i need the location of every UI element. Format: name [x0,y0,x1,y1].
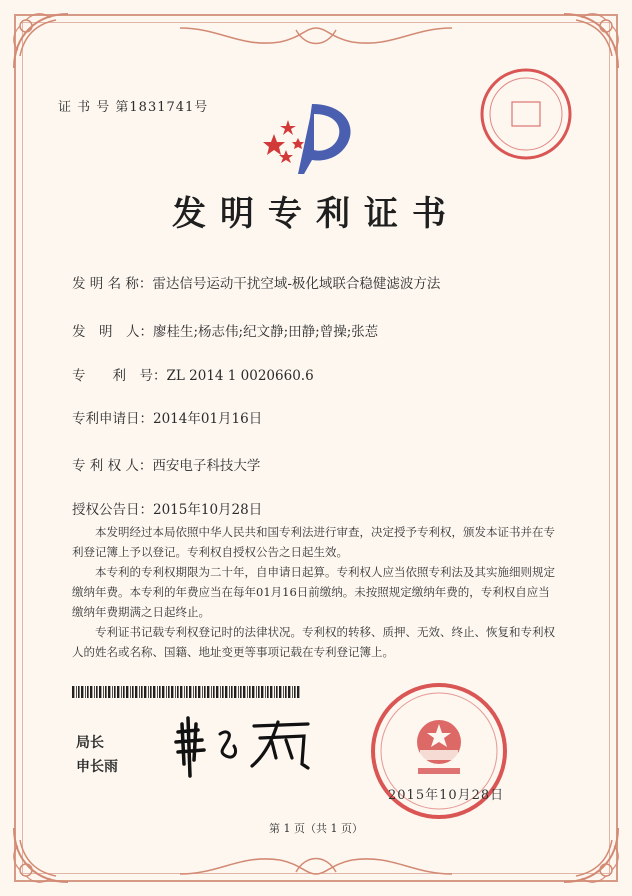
field-value: 2014年01月16日 [153,411,263,427]
field-label: 专 利 号： [72,368,167,384]
field-application-date [72,407,262,427]
body-paragraph: 专利证书记载专利权登记时的法律状况。专利权的转移、质押、无效、终止、恢复和专利权人的姓名或名称、国籍、地址变更等事项记载在专利登记簿上。 [72,625,555,659]
field-label: 发 明 人： [72,324,153,340]
body-paragraph: 本专利的专利权期限为二十年，自申请日起算。专利权人应当依照专利法及其实施细则规定缴纳年费。本专利的年费应当在每年01月16日前缴纳。未按照规定缴纳年费的，专利权自应当缴纳年费期满之日起终止。 [72,565,555,619]
field-invention-name [72,272,440,292]
field-patent-number [72,364,314,384]
agency-stamp-icon [478,66,574,162]
certificate-title: 发明专利证书 [172,194,460,234]
field-value: ZL 2014 1 0020660.6 [166,368,314,384]
certificate-number: 证 书 号 第1831741号 [58,100,209,115]
field-value: 2015年10月28日 [153,502,263,518]
certificate-body [72,522,560,662]
page-number: 第 1 页（共 1 页） [269,822,363,835]
field-patentee [72,454,260,474]
field-label: 专 利 权 人： [72,458,153,474]
bottom-ornament-icon [180,850,452,880]
field-inventors [72,320,378,340]
field-value: 西安电子科技大学 [152,458,261,474]
signature-name: 申长雨 [76,759,118,775]
top-ornament-icon [180,22,452,52]
barcode-icon [72,686,302,698]
field-label: 专利申请日： [72,411,153,427]
field-value: 雷达信号运动干扰空域-极化域联合稳健滤波方法 [152,276,441,292]
patent-office-logo-icon [254,100,364,178]
body-paragraph: 本发明经过本局依照中华人民共和国专利法进行审查，决定授予专利权，颁发本证书并在专利登记簿上予以登记。专利权自授权公告之日起生效。 [72,525,555,559]
field-label: 授权公告日： [72,502,153,518]
field-value: 廖桂生;杨志伟;纪文静;田静;曾操;张莣 [153,324,379,340]
field-grant-date [72,498,262,518]
handwritten-signature-icon [168,712,318,782]
corner-ornament-icon [6,6,76,76]
issue-date: 2015年10月28日 [388,788,505,803]
signature-title: 局长 [76,735,104,751]
field-label: 发 明 名 称： [72,276,153,292]
